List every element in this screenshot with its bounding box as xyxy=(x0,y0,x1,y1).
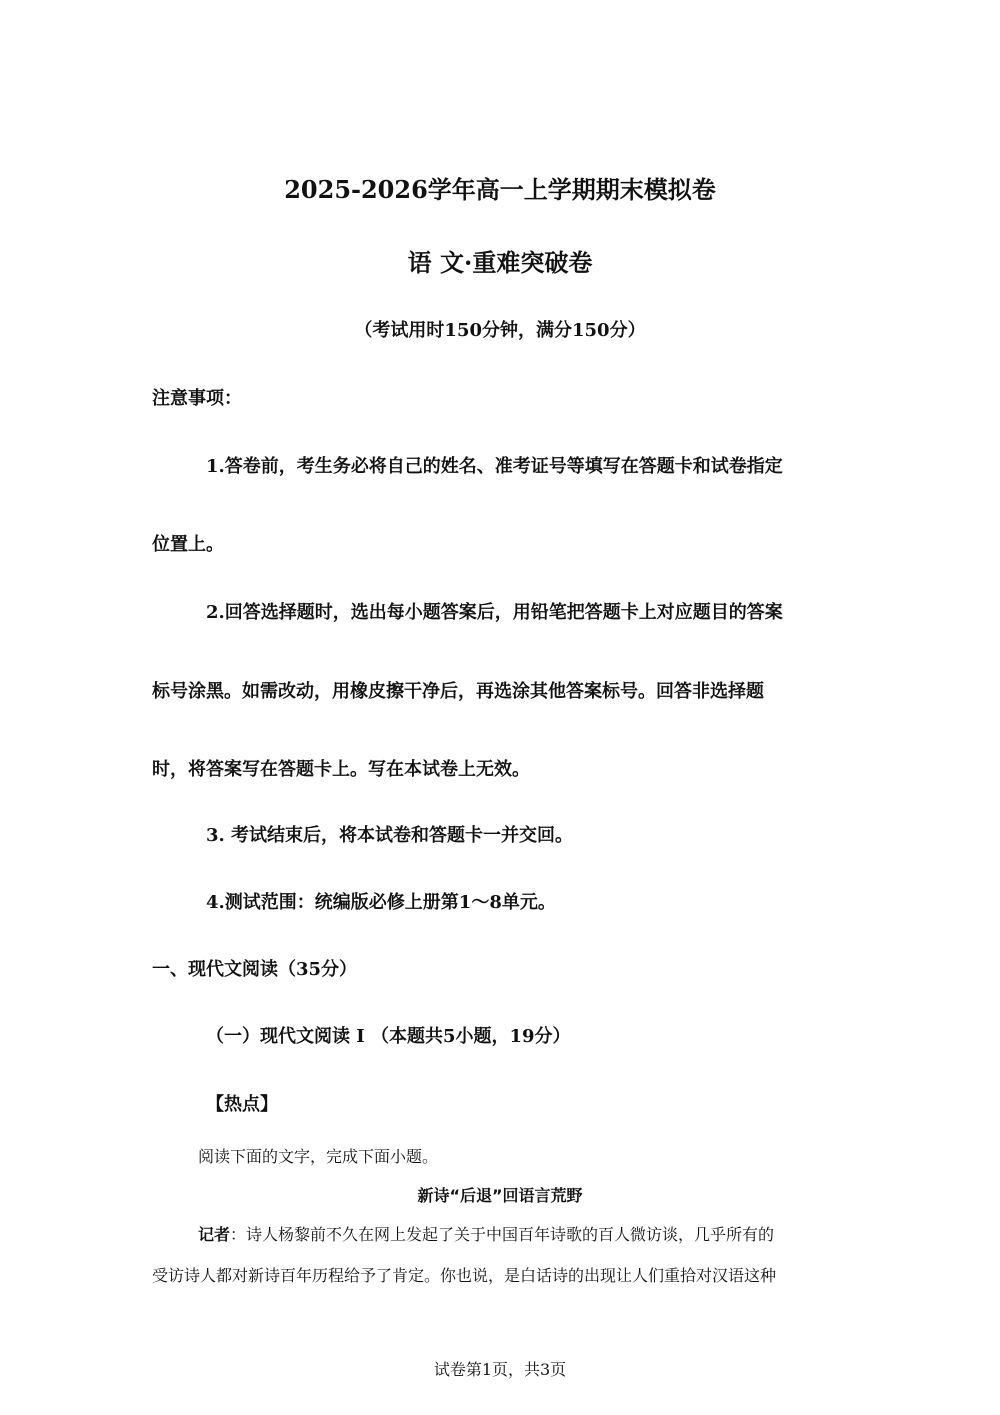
hotspot-tag: 【热点】 xyxy=(206,1094,278,1115)
notice-item-4: 4.测试范围：统编版必修上册第1～8单元。 xyxy=(206,892,556,913)
article-title: 新诗“后退”回语言荒野 xyxy=(417,1186,583,1205)
notice-item-1-line-2: 位置上。 xyxy=(152,534,224,555)
article-paragraph-line-2: 受访诗人都对新诗百年历程给予了肯定。你也说，是白话诗的出现让人们重拾对汉语这种 xyxy=(152,1266,777,1285)
article-paragraph-line-1 xyxy=(198,1222,774,1245)
page-footer: 试卷第1页，共3页 xyxy=(433,1360,567,1379)
paragraph-text: ：诗人杨黎前不久在网上发起了关于中国百年诗歌的百人微访谈，几乎所有的 xyxy=(230,1225,775,1244)
notice-item-1-line-1: 1.答卷前，考生务必将自己的姓名、准考证号等填写在答题卡和试卷指定 xyxy=(206,456,783,477)
notice-item-2-line-3: 时，将答案写在答题卡上。写在本试卷上无效。 xyxy=(152,759,530,780)
exam-info: （考试用时150分钟，满分150分） xyxy=(354,320,646,341)
section-subheading: （一）现代文阅读 I （本题共5小题，19分） xyxy=(206,1026,571,1047)
page-subtitle: 语 文·重难突破卷 xyxy=(407,248,593,277)
notice-item-3: 3. 考试结束后，将本试卷和答题卡一并交回。 xyxy=(206,825,574,846)
section-heading: 一、现代文阅读（35分） xyxy=(152,959,358,980)
notice-item-2-line-2: 标号涂黑。如需改动，用橡皮擦干净后，再选涂其他答案标号。回答非选择题 xyxy=(152,681,764,702)
notice-heading: 注意事项： xyxy=(152,388,242,409)
page-title: 2025-2026学年高一上学期期末模拟卷 xyxy=(284,175,716,204)
notice-item-2-line-1: 2.回答选择题时，选出每小题答案后，用铅笔把答题卡上对应题目的答案 xyxy=(206,602,783,623)
speaker-label: 记者 xyxy=(198,1225,231,1244)
reading-instruction: 阅读下面的文字，完成下面小题。 xyxy=(198,1147,439,1166)
